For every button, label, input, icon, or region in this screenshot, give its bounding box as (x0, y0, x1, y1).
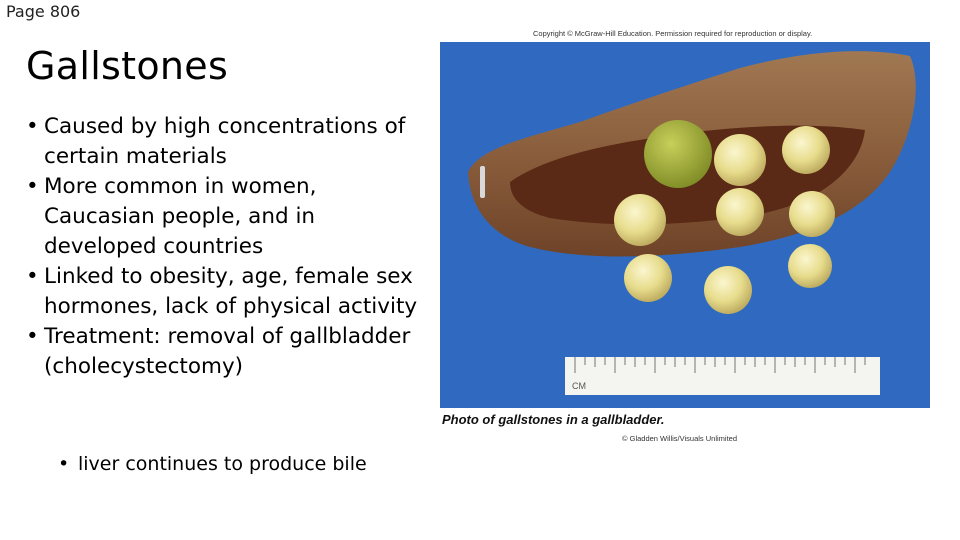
figure-caption: Photo of gallstones in a gallbladder. (442, 412, 665, 427)
page-number: Page 806 (6, 2, 81, 21)
slide-title: Gallstones (26, 44, 229, 88)
sub-bullet-item: • liver continues to produce bile (58, 450, 367, 478)
gallstone (782, 126, 830, 174)
gallstone (614, 194, 666, 246)
gallstone (714, 134, 766, 186)
gallstone (789, 191, 835, 237)
ruler (565, 357, 880, 395)
gallstone (716, 188, 764, 236)
copyright-notice: Copyright © McGraw-Hill Education. Permission required for reproduction or display. (533, 29, 813, 38)
surgical-clip (480, 166, 485, 198)
photo-credit: © Gladden Willis/Visuals Unlimited (622, 434, 738, 443)
bullet-item: • More common in women, Caucasian people, and in developed countries (26, 172, 426, 262)
gallstone (624, 254, 672, 302)
bullet-list (26, 112, 426, 382)
bullet-item: • Treatment: removal of gallbladder (cholecystectomy) (26, 322, 426, 382)
gallstone (704, 266, 752, 314)
green-gallstone-cluster (644, 120, 712, 188)
ruler-label: CM (572, 381, 586, 391)
gallstones-photo (440, 42, 930, 408)
bullet-item: • Linked to obesity, age, female sex hormones, lack of physical activity (26, 262, 426, 322)
bullet-item: • Caused by high concentrations of certain materials (26, 112, 426, 172)
gallstone (788, 244, 832, 288)
